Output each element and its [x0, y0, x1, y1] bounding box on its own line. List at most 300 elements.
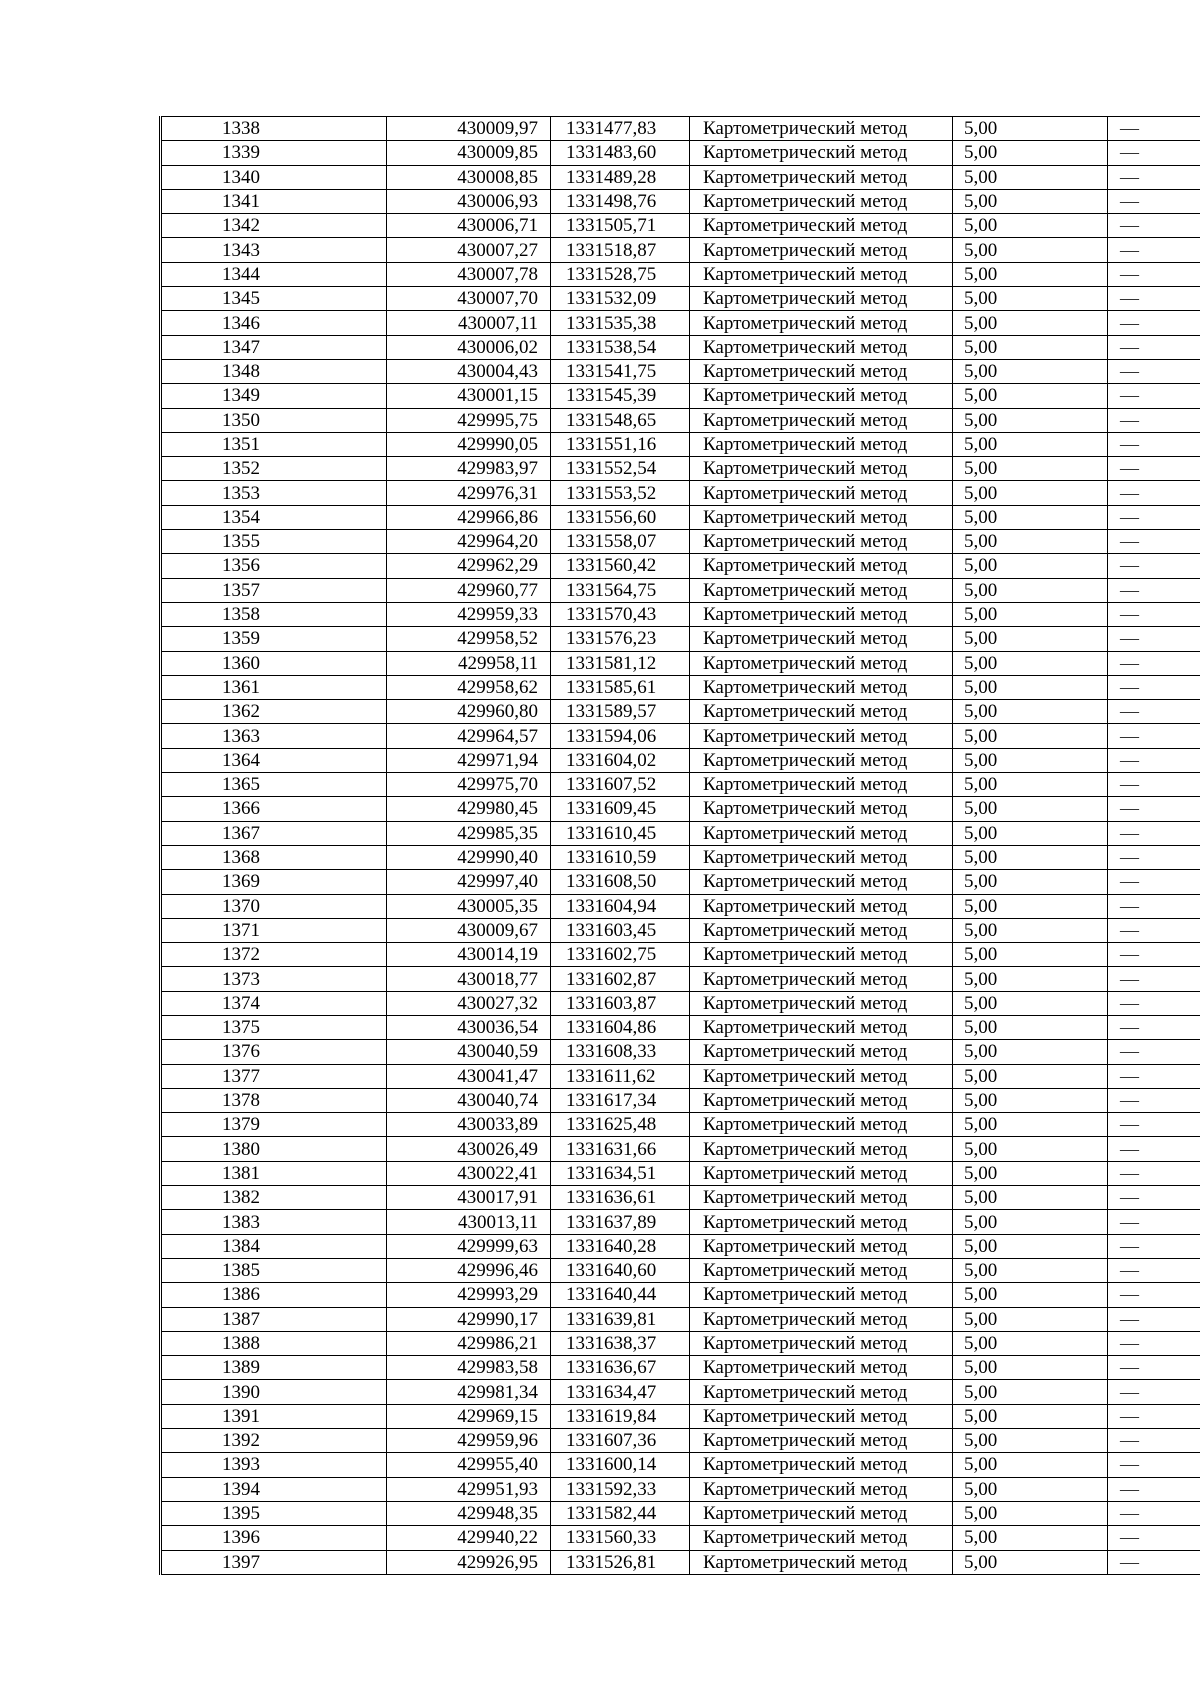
- dash-cell: —: [1108, 1040, 1200, 1064]
- y-coordinate-cell: 1331638,37: [551, 1331, 690, 1355]
- dash-cell: —: [1108, 117, 1200, 141]
- x-coordinate-cell: 430013,11: [387, 1210, 551, 1234]
- accuracy-cell: 5,00: [953, 1210, 1108, 1234]
- y-coordinate-cell: 1331619,84: [551, 1404, 690, 1428]
- dash-cell: —: [1108, 1404, 1200, 1428]
- method-cell: Картометрический метод: [690, 384, 953, 408]
- y-coordinate-cell: 1331505,71: [551, 214, 690, 238]
- table-body: [161, 117, 1200, 1575]
- table-row: [161, 457, 1200, 481]
- dash-cell: —: [1108, 1258, 1200, 1282]
- accuracy-cell: 5,00: [953, 1064, 1108, 1088]
- point-number-cell: 1381: [161, 1161, 387, 1185]
- y-coordinate-cell: 1331552,54: [551, 457, 690, 481]
- y-coordinate-cell: 1331636,67: [551, 1356, 690, 1380]
- dash-cell: —: [1108, 894, 1200, 918]
- method-cell: Картометрический метод: [690, 481, 953, 505]
- dash-cell: —: [1108, 1550, 1200, 1574]
- dash-cell: —: [1108, 505, 1200, 529]
- y-coordinate-cell: 1331640,28: [551, 1234, 690, 1258]
- dash-cell: —: [1108, 870, 1200, 894]
- accuracy-cell: 5,00: [953, 894, 1108, 918]
- accuracy-cell: 5,00: [953, 214, 1108, 238]
- dash-cell: —: [1108, 1234, 1200, 1258]
- point-number-cell: 1346: [161, 311, 387, 335]
- method-cell: Картометрический метод: [690, 1015, 953, 1039]
- x-coordinate-cell: 429993,29: [387, 1283, 551, 1307]
- accuracy-cell: 5,00: [953, 1161, 1108, 1185]
- y-coordinate-cell: 1331560,33: [551, 1526, 690, 1550]
- y-coordinate-cell: 1331548,65: [551, 408, 690, 432]
- point-number-cell: 1397: [161, 1550, 387, 1574]
- table-row: [161, 991, 1200, 1015]
- point-number-cell: 1396: [161, 1526, 387, 1550]
- y-coordinate-cell: 1331535,38: [551, 311, 690, 335]
- table-row: [161, 1210, 1200, 1234]
- method-cell: Картометрический метод: [690, 797, 953, 821]
- method-cell: Картометрический метод: [690, 262, 953, 286]
- point-number-cell: 1378: [161, 1088, 387, 1112]
- table-row: [161, 845, 1200, 869]
- x-coordinate-cell: 429976,31: [387, 481, 551, 505]
- table-row: [161, 214, 1200, 238]
- accuracy-cell: 5,00: [953, 1380, 1108, 1404]
- y-coordinate-cell: 1331570,43: [551, 602, 690, 626]
- method-cell: Картометрический метод: [690, 238, 953, 262]
- point-number-cell: 1375: [161, 1015, 387, 1039]
- table-row: [161, 262, 1200, 286]
- method-cell: Картометрический метод: [690, 870, 953, 894]
- accuracy-cell: 5,00: [953, 651, 1108, 675]
- dash-cell: —: [1108, 1186, 1200, 1210]
- point-number-cell: 1376: [161, 1040, 387, 1064]
- point-number-cell: 1394: [161, 1477, 387, 1501]
- dash-cell: —: [1108, 724, 1200, 748]
- dash-cell: —: [1108, 335, 1200, 359]
- table-row: [161, 1307, 1200, 1331]
- point-number-cell: 1368: [161, 845, 387, 869]
- accuracy-cell: 5,00: [953, 797, 1108, 821]
- coordinates-table: [159, 116, 1200, 1575]
- accuracy-cell: 5,00: [953, 724, 1108, 748]
- accuracy-cell: 5,00: [953, 189, 1108, 213]
- y-coordinate-cell: 1331576,23: [551, 627, 690, 651]
- x-coordinate-cell: 430004,43: [387, 359, 551, 383]
- point-number-cell: 1353: [161, 481, 387, 505]
- y-coordinate-cell: 1331560,42: [551, 554, 690, 578]
- table-row: [161, 1137, 1200, 1161]
- table-row: [161, 1356, 1200, 1380]
- dash-cell: —: [1108, 189, 1200, 213]
- table-row: [161, 1186, 1200, 1210]
- y-coordinate-cell: 1331545,39: [551, 384, 690, 408]
- method-cell: Картометрический метод: [690, 1356, 953, 1380]
- table-row: [161, 1550, 1200, 1574]
- y-coordinate-cell: 1331498,76: [551, 189, 690, 213]
- point-number-cell: 1386: [161, 1283, 387, 1307]
- accuracy-cell: 5,00: [953, 845, 1108, 869]
- method-cell: Картометрический метод: [690, 530, 953, 554]
- x-coordinate-cell: 429969,15: [387, 1404, 551, 1428]
- x-coordinate-cell: 429960,80: [387, 700, 551, 724]
- y-coordinate-cell: 1331589,57: [551, 700, 690, 724]
- table-row: [161, 918, 1200, 942]
- x-coordinate-cell: 429996,46: [387, 1258, 551, 1282]
- accuracy-cell: 5,00: [953, 1356, 1108, 1380]
- accuracy-cell: 5,00: [953, 602, 1108, 626]
- table-row: [161, 1161, 1200, 1185]
- method-cell: Картометрический метод: [690, 602, 953, 626]
- accuracy-cell: 5,00: [953, 918, 1108, 942]
- table-row: [161, 432, 1200, 456]
- accuracy-cell: 5,00: [953, 943, 1108, 967]
- y-coordinate-cell: 1331581,12: [551, 651, 690, 675]
- x-coordinate-cell: 429964,20: [387, 530, 551, 554]
- accuracy-cell: 5,00: [953, 1137, 1108, 1161]
- method-cell: Картометрический метод: [690, 700, 953, 724]
- y-coordinate-cell: 1331551,16: [551, 432, 690, 456]
- point-number-cell: 1349: [161, 384, 387, 408]
- table-row: [161, 287, 1200, 311]
- table-row: [161, 1331, 1200, 1355]
- point-number-cell: 1374: [161, 991, 387, 1015]
- point-number-cell: 1357: [161, 578, 387, 602]
- method-cell: Картометрический метод: [690, 311, 953, 335]
- point-number-cell: 1379: [161, 1113, 387, 1137]
- method-cell: Картометрический метод: [690, 1526, 953, 1550]
- table-row: [161, 117, 1200, 141]
- method-cell: Картометрический метод: [690, 165, 953, 189]
- x-coordinate-cell: 429962,29: [387, 554, 551, 578]
- table-row: [161, 1283, 1200, 1307]
- x-coordinate-cell: 430008,85: [387, 165, 551, 189]
- y-coordinate-cell: 1331617,34: [551, 1088, 690, 1112]
- method-cell: Картометрический метод: [690, 1380, 953, 1404]
- table-row: [161, 1526, 1200, 1550]
- y-coordinate-cell: 1331564,75: [551, 578, 690, 602]
- x-coordinate-cell: 429959,33: [387, 602, 551, 626]
- dash-cell: —: [1108, 1526, 1200, 1550]
- x-coordinate-cell: 430007,11: [387, 311, 551, 335]
- dash-cell: —: [1108, 1015, 1200, 1039]
- table-row: [161, 408, 1200, 432]
- x-coordinate-cell: 429985,35: [387, 821, 551, 845]
- method-cell: Картометрический метод: [690, 1331, 953, 1355]
- dash-cell: —: [1108, 1429, 1200, 1453]
- y-coordinate-cell: 1331538,54: [551, 335, 690, 359]
- method-cell: Картометрический метод: [690, 1453, 953, 1477]
- method-cell: Картометрический метод: [690, 1429, 953, 1453]
- method-cell: Картометрический метод: [690, 287, 953, 311]
- accuracy-cell: 5,00: [953, 1501, 1108, 1525]
- dash-cell: —: [1108, 432, 1200, 456]
- method-cell: Картометрический метод: [690, 554, 953, 578]
- table-row: [161, 481, 1200, 505]
- x-coordinate-cell: 430036,54: [387, 1015, 551, 1039]
- table-row: [161, 530, 1200, 554]
- dash-cell: —: [1108, 1477, 1200, 1501]
- point-number-cell: 1338: [161, 117, 387, 141]
- y-coordinate-cell: 1331526,81: [551, 1550, 690, 1574]
- accuracy-cell: 5,00: [953, 359, 1108, 383]
- dash-cell: —: [1108, 457, 1200, 481]
- x-coordinate-cell: 429990,40: [387, 845, 551, 869]
- table-row: [161, 335, 1200, 359]
- point-number-cell: 1382: [161, 1186, 387, 1210]
- x-coordinate-cell: 430009,97: [387, 117, 551, 141]
- method-cell: Картометрический метод: [690, 1040, 953, 1064]
- method-cell: Картометрический метод: [690, 1137, 953, 1161]
- accuracy-cell: 5,00: [953, 991, 1108, 1015]
- table-row: [161, 894, 1200, 918]
- method-cell: Картометрический метод: [690, 651, 953, 675]
- y-coordinate-cell: 1331625,48: [551, 1113, 690, 1137]
- dash-cell: —: [1108, 1331, 1200, 1355]
- accuracy-cell: 5,00: [953, 408, 1108, 432]
- method-cell: Картометрический метод: [690, 845, 953, 869]
- y-coordinate-cell: 1331582,44: [551, 1501, 690, 1525]
- y-coordinate-cell: 1331541,75: [551, 359, 690, 383]
- method-cell: Картометрический метод: [690, 943, 953, 967]
- y-coordinate-cell: 1331634,51: [551, 1161, 690, 1185]
- accuracy-cell: 5,00: [953, 141, 1108, 165]
- dash-cell: —: [1108, 214, 1200, 238]
- method-cell: Картометрический метод: [690, 578, 953, 602]
- method-cell: Картометрический метод: [690, 1307, 953, 1331]
- y-coordinate-cell: 1331553,52: [551, 481, 690, 505]
- accuracy-cell: 5,00: [953, 1234, 1108, 1258]
- x-coordinate-cell: 430017,91: [387, 1186, 551, 1210]
- dash-cell: —: [1108, 141, 1200, 165]
- y-coordinate-cell: 1331604,86: [551, 1015, 690, 1039]
- point-number-cell: 1361: [161, 675, 387, 699]
- dash-cell: —: [1108, 627, 1200, 651]
- accuracy-cell: 5,00: [953, 675, 1108, 699]
- y-coordinate-cell: 1331607,52: [551, 773, 690, 797]
- y-coordinate-cell: 1331640,44: [551, 1283, 690, 1307]
- y-coordinate-cell: 1331602,75: [551, 943, 690, 967]
- x-coordinate-cell: 429983,97: [387, 457, 551, 481]
- y-coordinate-cell: 1331528,75: [551, 262, 690, 286]
- dash-cell: —: [1108, 797, 1200, 821]
- point-number-cell: 1395: [161, 1501, 387, 1525]
- accuracy-cell: 5,00: [953, 335, 1108, 359]
- accuracy-cell: 5,00: [953, 700, 1108, 724]
- accuracy-cell: 5,00: [953, 481, 1108, 505]
- table-row: [161, 1234, 1200, 1258]
- y-coordinate-cell: 1331603,45: [551, 918, 690, 942]
- table-row: [161, 651, 1200, 675]
- point-number-cell: 1387: [161, 1307, 387, 1331]
- point-number-cell: 1392: [161, 1429, 387, 1453]
- accuracy-cell: 5,00: [953, 1015, 1108, 1039]
- y-coordinate-cell: 1331556,60: [551, 505, 690, 529]
- x-coordinate-cell: 429975,70: [387, 773, 551, 797]
- point-number-cell: 1350: [161, 408, 387, 432]
- y-coordinate-cell: 1331637,89: [551, 1210, 690, 1234]
- x-coordinate-cell: 429990,05: [387, 432, 551, 456]
- table-row: [161, 165, 1200, 189]
- x-coordinate-cell: 429958,62: [387, 675, 551, 699]
- y-coordinate-cell: 1331604,94: [551, 894, 690, 918]
- accuracy-cell: 5,00: [953, 1526, 1108, 1550]
- method-cell: Картометрический метод: [690, 335, 953, 359]
- point-number-cell: 1339: [161, 141, 387, 165]
- accuracy-cell: 5,00: [953, 1404, 1108, 1428]
- y-coordinate-cell: 1331608,50: [551, 870, 690, 894]
- x-coordinate-cell: 429940,22: [387, 1526, 551, 1550]
- x-coordinate-cell: 429980,45: [387, 797, 551, 821]
- dash-cell: —: [1108, 991, 1200, 1015]
- x-coordinate-cell: 429997,40: [387, 870, 551, 894]
- y-coordinate-cell: 1331634,47: [551, 1380, 690, 1404]
- method-cell: Картометрический метод: [690, 189, 953, 213]
- y-coordinate-cell: 1331602,87: [551, 967, 690, 991]
- accuracy-cell: 5,00: [953, 287, 1108, 311]
- table-row: [161, 141, 1200, 165]
- y-coordinate-cell: 1331558,07: [551, 530, 690, 554]
- method-cell: Картометрический метод: [690, 675, 953, 699]
- x-coordinate-cell: 430001,15: [387, 384, 551, 408]
- y-coordinate-cell: 1331594,06: [551, 724, 690, 748]
- point-number-cell: 1371: [161, 918, 387, 942]
- point-number-cell: 1369: [161, 870, 387, 894]
- method-cell: Картометрический метод: [690, 918, 953, 942]
- x-coordinate-cell: 430007,27: [387, 238, 551, 262]
- point-number-cell: 1383: [161, 1210, 387, 1234]
- table-row: [161, 1453, 1200, 1477]
- accuracy-cell: 5,00: [953, 578, 1108, 602]
- dash-cell: —: [1108, 651, 1200, 675]
- dash-cell: —: [1108, 845, 1200, 869]
- method-cell: Картометрический метод: [690, 1477, 953, 1501]
- dash-cell: —: [1108, 1161, 1200, 1185]
- x-coordinate-cell: 430007,78: [387, 262, 551, 286]
- accuracy-cell: 5,00: [953, 384, 1108, 408]
- accuracy-cell: 5,00: [953, 1307, 1108, 1331]
- table-row: [161, 1113, 1200, 1137]
- dash-cell: —: [1108, 1356, 1200, 1380]
- method-cell: Картометрический метод: [690, 773, 953, 797]
- y-coordinate-cell: 1331610,59: [551, 845, 690, 869]
- table-row: [161, 797, 1200, 821]
- x-coordinate-cell: 430040,59: [387, 1040, 551, 1064]
- point-number-cell: 1351: [161, 432, 387, 456]
- y-coordinate-cell: 1331489,28: [551, 165, 690, 189]
- y-coordinate-cell: 1331532,09: [551, 287, 690, 311]
- method-cell: Картометрический метод: [690, 1064, 953, 1088]
- dash-cell: —: [1108, 1210, 1200, 1234]
- method-cell: Картометрический метод: [690, 1186, 953, 1210]
- dash-cell: —: [1108, 262, 1200, 286]
- accuracy-cell: 5,00: [953, 165, 1108, 189]
- method-cell: Картометрический метод: [690, 748, 953, 772]
- dash-cell: —: [1108, 967, 1200, 991]
- y-coordinate-cell: 1331600,14: [551, 1453, 690, 1477]
- accuracy-cell: 5,00: [953, 1258, 1108, 1282]
- accuracy-cell: 5,00: [953, 117, 1108, 141]
- dash-cell: —: [1108, 675, 1200, 699]
- method-cell: Картометрический метод: [690, 117, 953, 141]
- point-number-cell: 1344: [161, 262, 387, 286]
- x-coordinate-cell: 429966,86: [387, 505, 551, 529]
- x-coordinate-cell: 429981,34: [387, 1380, 551, 1404]
- y-coordinate-cell: 1331604,02: [551, 748, 690, 772]
- method-cell: Картометрический метод: [690, 894, 953, 918]
- x-coordinate-cell: 429971,94: [387, 748, 551, 772]
- table-row: [161, 748, 1200, 772]
- point-number-cell: 1345: [161, 287, 387, 311]
- dash-cell: —: [1108, 384, 1200, 408]
- accuracy-cell: 5,00: [953, 748, 1108, 772]
- table-row: [161, 1501, 1200, 1525]
- point-number-cell: 1347: [161, 335, 387, 359]
- table-row: [161, 238, 1200, 262]
- dash-cell: —: [1108, 1307, 1200, 1331]
- x-coordinate-cell: 429990,17: [387, 1307, 551, 1331]
- y-coordinate-cell: 1331603,87: [551, 991, 690, 1015]
- table-row: [161, 1015, 1200, 1039]
- table-row: [161, 359, 1200, 383]
- table-row: [161, 384, 1200, 408]
- table-row: [161, 1429, 1200, 1453]
- point-number-cell: 1364: [161, 748, 387, 772]
- method-cell: Картометрический метод: [690, 1210, 953, 1234]
- method-cell: Картометрический метод: [690, 432, 953, 456]
- method-cell: Картометрический метод: [690, 141, 953, 165]
- accuracy-cell: 5,00: [953, 773, 1108, 797]
- dash-cell: —: [1108, 602, 1200, 626]
- dash-cell: —: [1108, 1453, 1200, 1477]
- x-coordinate-cell: 430027,32: [387, 991, 551, 1015]
- method-cell: Картометрический метод: [690, 991, 953, 1015]
- accuracy-cell: 5,00: [953, 554, 1108, 578]
- accuracy-cell: 5,00: [953, 870, 1108, 894]
- table-row: [161, 1088, 1200, 1112]
- dash-cell: —: [1108, 578, 1200, 602]
- y-coordinate-cell: 1331518,87: [551, 238, 690, 262]
- dash-cell: —: [1108, 1064, 1200, 1088]
- accuracy-cell: 5,00: [953, 1550, 1108, 1574]
- dash-cell: —: [1108, 530, 1200, 554]
- dash-cell: —: [1108, 1283, 1200, 1307]
- x-coordinate-cell: 430006,71: [387, 214, 551, 238]
- method-cell: Картометрический метод: [690, 724, 953, 748]
- table-row: [161, 602, 1200, 626]
- table-row: [161, 967, 1200, 991]
- x-coordinate-cell: 430006,93: [387, 189, 551, 213]
- method-cell: Картометрический метод: [690, 408, 953, 432]
- y-coordinate-cell: 1331631,66: [551, 1137, 690, 1161]
- x-coordinate-cell: 430018,77: [387, 967, 551, 991]
- point-number-cell: 1372: [161, 943, 387, 967]
- dash-cell: —: [1108, 311, 1200, 335]
- accuracy-cell: 5,00: [953, 627, 1108, 651]
- dash-cell: —: [1108, 748, 1200, 772]
- accuracy-cell: 5,00: [953, 238, 1108, 262]
- point-number-cell: 1366: [161, 797, 387, 821]
- table-row: [161, 189, 1200, 213]
- x-coordinate-cell: 429986,21: [387, 1331, 551, 1355]
- dash-cell: —: [1108, 943, 1200, 967]
- dash-cell: —: [1108, 1113, 1200, 1137]
- point-number-cell: 1384: [161, 1234, 387, 1258]
- point-number-cell: 1385: [161, 1258, 387, 1282]
- y-coordinate-cell: 1331640,60: [551, 1258, 690, 1282]
- x-coordinate-cell: 429999,63: [387, 1234, 551, 1258]
- y-coordinate-cell: 1331639,81: [551, 1307, 690, 1331]
- y-coordinate-cell: 1331607,36: [551, 1429, 690, 1453]
